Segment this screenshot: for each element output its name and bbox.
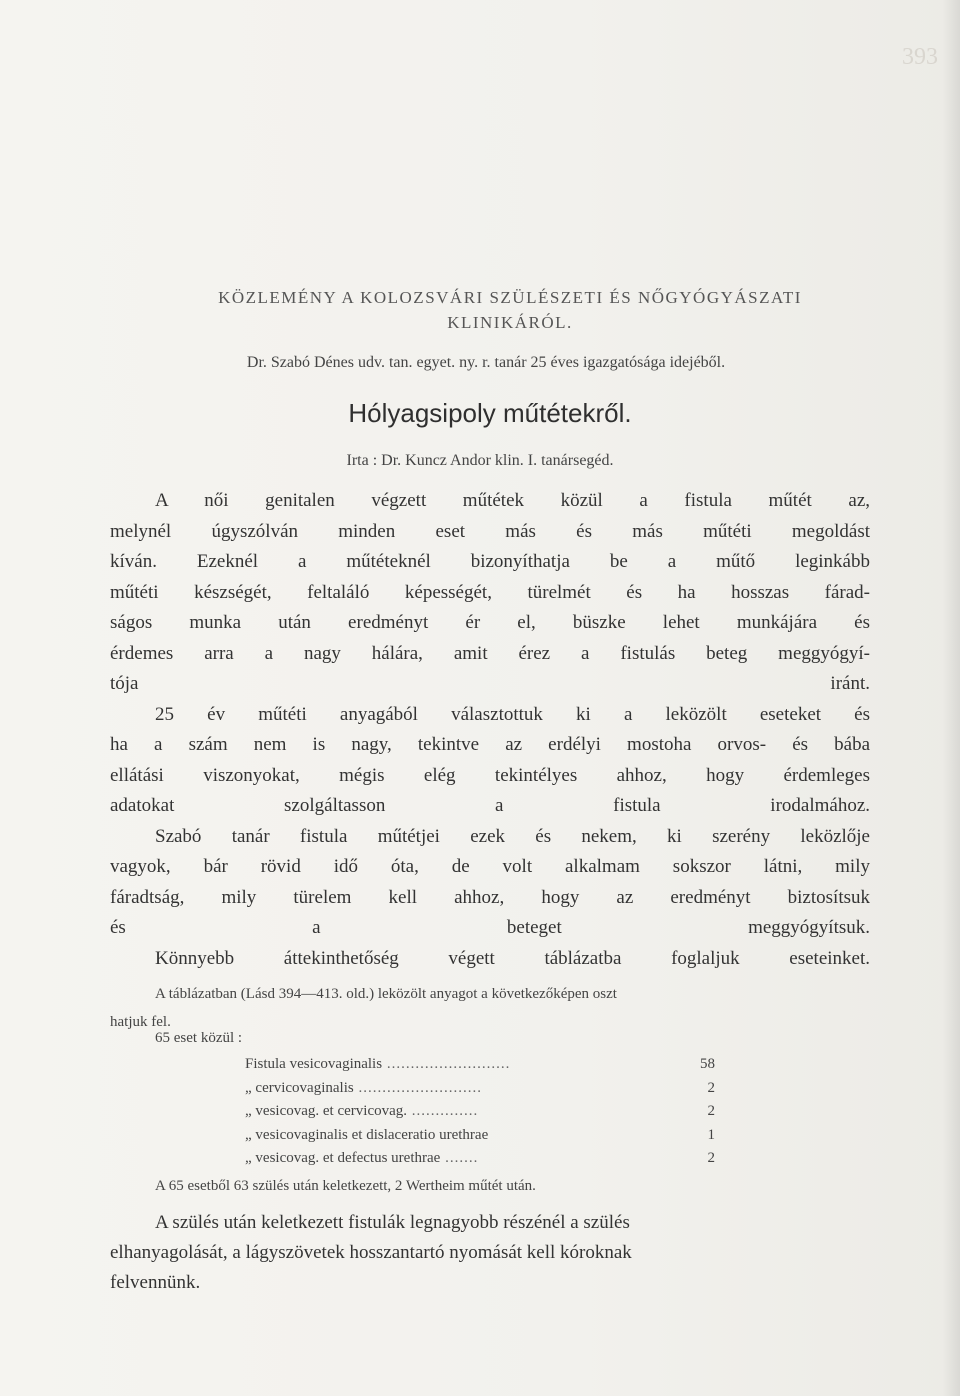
leader-dots: .......................... bbox=[382, 1056, 511, 1072]
table-intro-line-2: hatjuk fel. bbox=[110, 1014, 171, 1030]
text-line: 25 év műtéti anyagából választottuk ki a leközölt eseteket és bbox=[155, 703, 870, 725]
text-line: műtéti készségét, feltaláló képességét, türelmét és ha hosszas fárad- bbox=[110, 581, 870, 603]
text-line: elhanyagolását, a lágyszövetek hosszantartó nyomását kell kóroknak bbox=[110, 1242, 632, 1263]
paragraph-4 bbox=[110, 944, 870, 975]
case-value: 1 bbox=[707, 1126, 715, 1143]
text-line: ellátási viszonyokat, mégis elég tekintélyes ahhoz, hogy érdemleges bbox=[110, 764, 870, 786]
heading-line-2: KLINIKÁRÓL. bbox=[447, 312, 573, 332]
text-line: felvennünk. bbox=[110, 1272, 201, 1293]
dedication-line: Dr. Szabó Dénes udv. tan. egyet. ny. r. tanár 25 éves igazgatósága idejéből. bbox=[246, 354, 726, 371]
case-list bbox=[245, 1053, 715, 1171]
page-number: 393 bbox=[902, 44, 938, 70]
case-value: 2 bbox=[707, 1103, 715, 1119]
text-line: kíván. Ezeknél a műtéteknél bizonyíthatja be a műtő leginkább bbox=[110, 551, 870, 572]
leader-dots: .............. bbox=[407, 1103, 479, 1119]
heading-line-1: KÖZLEMÉNY A KOLOZSVÁRI SZÜLÉSZETI ÉS NŐGYÓGYÁSZATI bbox=[218, 288, 802, 307]
list-item bbox=[245, 1147, 715, 1171]
case-value: 2 bbox=[707, 1079, 715, 1096]
cause-note: A 65 esetből 63 szülés után keletkezett, 2 Wertheim műtét után. bbox=[155, 1178, 536, 1194]
case-value: 58 bbox=[700, 1056, 715, 1072]
case-count-label: 65 eset közül : bbox=[155, 1030, 243, 1046]
text-line: melynél úgyszólván minden eset más és más műtéti megoldást bbox=[110, 520, 870, 542]
list-item bbox=[245, 1077, 715, 1101]
closing-paragraph bbox=[110, 1208, 870, 1298]
table-intro bbox=[110, 980, 870, 1036]
text-line: Könnyebb áttekinthetőség végett táblázatba foglaljuk eseteinket. bbox=[155, 947, 870, 969]
text-line: fáradtság, mily türelem kell ahhoz, hogy az eredményt biztosítsuk bbox=[110, 886, 870, 908]
paragraph-2 bbox=[110, 700, 870, 822]
page-edge-shadow bbox=[942, 0, 960, 1396]
text-line: ságos munka után eredményt ér el, büszke lehet munkájára és bbox=[110, 612, 870, 633]
case-label: Fistula vesicovaginalis bbox=[245, 1056, 383, 1072]
author-byline: Irta : Dr. Kuncz Andor klin. I. tanársegéd. bbox=[346, 452, 614, 469]
article-body bbox=[110, 486, 870, 974]
text-line: és a beteget meggyógyítsuk. bbox=[110, 917, 870, 938]
paragraph-1 bbox=[110, 486, 870, 700]
text-line: tója iránt. bbox=[110, 673, 870, 694]
leader-dots: ....... bbox=[440, 1150, 479, 1166]
table-intro-line-1: A táblázatban (Lásd 394—413. old.) leközölt anyagot a következőképen oszt bbox=[155, 986, 617, 1002]
text-line: adatokat szolgáltasson a fistula irodalmához. bbox=[110, 795, 870, 816]
case-label: „ vesicovag. et defectus urethrae bbox=[245, 1150, 441, 1166]
case-label: „ cervicovaginalis bbox=[245, 1079, 354, 1096]
text-line: ha a szám nem is nagy, tekintve az erdélyi mostoha orvos- és bába bbox=[110, 734, 870, 755]
text-line: Szabó tanár fistula műtétjei ezek és nekem, ki szerény leközlője bbox=[155, 825, 870, 847]
text-line: A szülés után keletkezett fistulák legnagyobb részénél a szülés bbox=[155, 1212, 630, 1233]
leader-dots: .......................... bbox=[353, 1079, 482, 1096]
text-line: érdemes arra a nagy hálára, amit érez a fistulás beteg meggyógyí- bbox=[110, 642, 870, 664]
case-label: „ vesicovag. et cervicovag. bbox=[245, 1103, 408, 1119]
article-heading bbox=[150, 286, 870, 335]
case-label: „ vesicovaginalis et dislaceratio urethrae bbox=[245, 1126, 489, 1143]
text-line: vagyok, bár rövid idő óta, de volt alkalmam sokszor látni, mily bbox=[110, 856, 870, 877]
text-line: A női genitalen végzett műtétek közül a fistula műtét az, bbox=[155, 490, 870, 511]
paragraph-3 bbox=[110, 822, 870, 944]
list-item bbox=[245, 1100, 715, 1124]
case-value: 2 bbox=[707, 1150, 715, 1166]
article-title: Hólyagsipoly műtétekről. bbox=[348, 398, 632, 428]
list-item bbox=[245, 1053, 715, 1077]
list-item bbox=[245, 1124, 715, 1148]
